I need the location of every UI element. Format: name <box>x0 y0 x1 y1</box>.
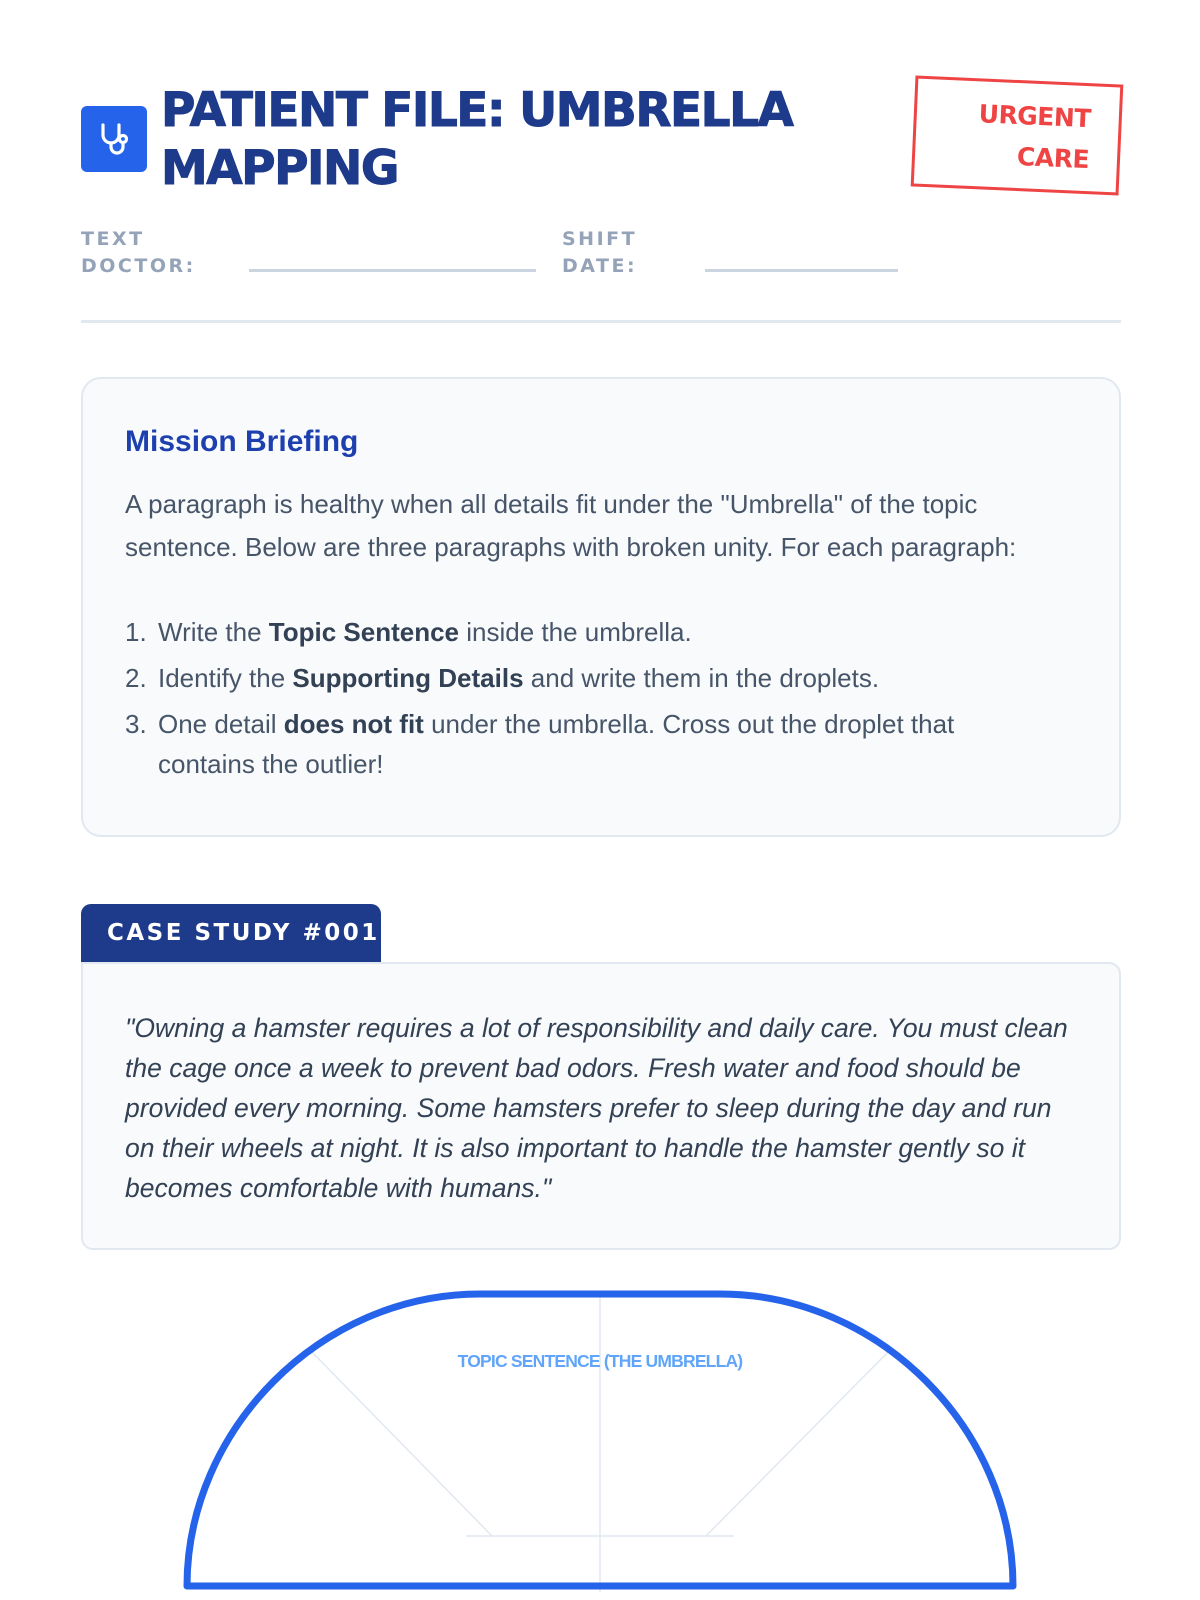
briefing-step <box>125 658 1075 698</box>
step-text: under the umbrella. Cross out the droplet that contains the outlier! <box>158 709 955 779</box>
step-text: and write them in the droplets. <box>523 663 880 693</box>
step-emphasis: Supporting Details <box>292 663 524 693</box>
step-emphasis: Topic Sentence <box>268 617 460 647</box>
stethoscope-icon <box>81 106 147 172</box>
step-text: Identify the <box>158 663 293 693</box>
briefing-intro: A paragraph is healthy when all details fit under the "Umbrella" of the topic sentence. Below are three paragraphs with broken unity. For each paragraph: <box>125 489 1017 562</box>
mission-briefing-card <box>81 377 1121 837</box>
step-number: 1. <box>125 617 147 647</box>
stamp-line-1: URGENT <box>978 98 1092 133</box>
case-study-tab: CASE STUDY #001 <box>81 904 381 962</box>
date-field[interactable] <box>705 269 898 272</box>
step-number: 3. <box>125 709 147 739</box>
header-divider <box>81 320 1121 323</box>
step-emphasis: does not fit <box>283 709 424 739</box>
umbrella-ribs <box>310 1294 890 1592</box>
doctor-field[interactable] <box>249 269 536 272</box>
case-study-text: "Owning a hamster requires a lot of responsibility and daily care. You must clean the cage once a week to prevent bad odors. Fresh water and food should be provided every morning. Some hamsters prefer to sleep during the day and run on their wheels at night. It is also important to handle the hamster gently so it becomes comfortable with humans." <box>125 1013 1068 1203</box>
umbrella-diagram <box>0 1280 1200 1600</box>
briefing-heading: Mission Briefing <box>125 425 359 458</box>
page-title: PATIENT FILE: UMBRELLA MAPPING <box>161 83 793 196</box>
step-text: Write the <box>158 617 269 647</box>
doctor-label: TEXT DOCTOR: <box>81 228 196 277</box>
stamp-line-2: CARE <box>1016 141 1090 174</box>
step-text: One detail <box>158 709 284 739</box>
urgent-care-stamp <box>911 76 1124 196</box>
date-label: SHIFT DATE: <box>562 228 638 277</box>
page-header <box>81 82 831 198</box>
case-study-card <box>81 962 1121 1250</box>
briefing-step <box>125 704 1075 784</box>
step-number: 2. <box>125 663 147 693</box>
briefing-step <box>125 612 1075 652</box>
umbrella-label: TOPIC SENTENCE (THE UMBRELLA) <box>457 1351 743 1371</box>
step-text: inside the umbrella. <box>459 617 692 647</box>
